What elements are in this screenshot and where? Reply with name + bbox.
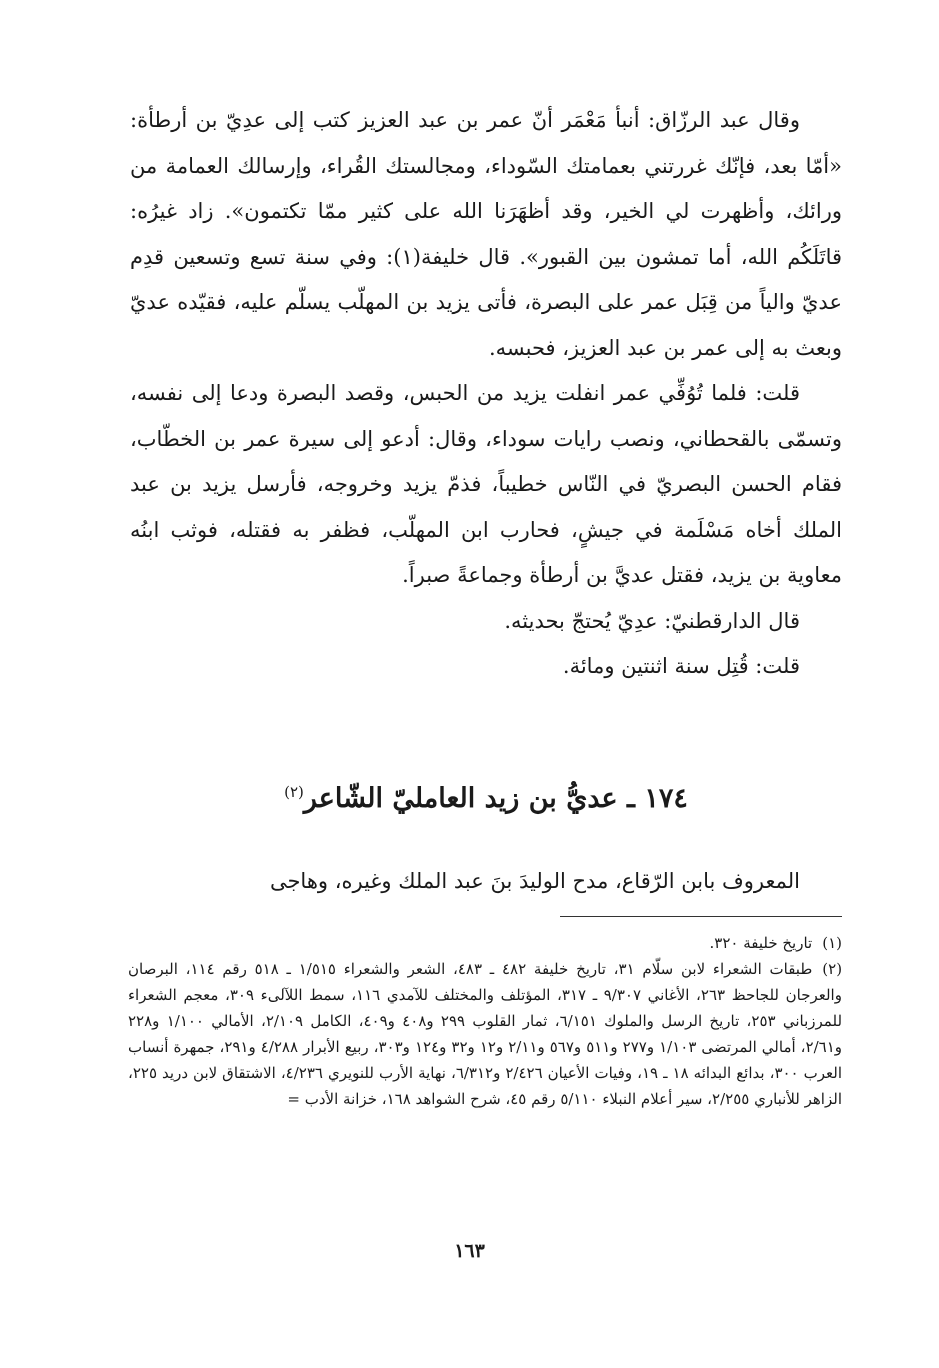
paragraph-death-year: قلت: قُتِل سنة اثنتين ومائة.: [562, 654, 800, 678]
page-number: ١٦٣: [454, 1240, 485, 1262]
entry-footnote-ref: (٢): [284, 783, 304, 801]
entry-title: عديُّ بن زيد العامليّ الشّاعر: [303, 783, 618, 814]
footnote-text: طبقات الشعراء لابن سلّام ٣١، تاريخ خليفة ٤٨٢ ـ ٤٨٣، الشعر والشعراء ١/٥١٥ ـ ٥١٨ رقم ١١٤، البرصان والعرجان للجاحظ ٢٦٣، الأغاني ٩/٣٠٧ ـ ٣١٧، المؤتلف والمختلف للآمدي ١١٦، سمط اللآلىء ٣٠٩، معجم الشعراء للمرزباني ٢٥٣، تاريخ الرسل والملوك ٦/١٥١، ثمار القلوب ٢٩٩ و٤٠٨ و٤٠٩، الكامل ٢/١٠٩، الأمالي ١/١٠٠ و٢٢٨ و٢/٦١، أمالي المرتضى ١/١٠٣ و٢٧٧ و٥١١ و٥٦٧ و٢/١١ و١٢ و٣٢ و١٢٤ و٣٠٣، ربيع الأبرار ٤/٢٨٨ و٢٩١، جمهرة أنساب العرب ٣٠٠، بدائع البدائه ١٨ ـ ١٩، وفيات الأعيان ٢/٤٢٦ و٦/٣١٢، نهاية الأرب للنويري ٤/٢٣٦، الاشتقاق لابن دريد ٢٢٥، الزاهر للأنباري ٢/٢٥٥، سير أعلام النبلاء ٥/١١٠ رقم ٤٥، شرح الشواهد ١٦٨، خزانة الأدب =: [128, 960, 843, 1108]
footnote-number: (١): [822, 934, 842, 952]
paragraph-daraqutni: قال الدارقطنيّ: عدِيّ يُحتجّ بحديثه.: [504, 608, 800, 633]
footnote-item: [128, 956, 842, 1112]
footnote-number: (٢): [822, 960, 843, 978]
footnote-text: تاريخ خليفة ٣٢٠.: [709, 934, 813, 952]
paragraph-yazid-revolt: قلت: فلما تُوُفِّي عمر انفلت يزيد من الحبس، وقصد البصرة ودعا إلى نفسه، وتسمّى بالقحطاني، ونصب رايات سوداء، وقال: أدعو إلى سيرة عمر بن الخطّاب، فقام الحسن البصريّ في النّاس خطيباً، فذمّ يزيد وخروجه، فأرسل يزيد بن عبد الملك أخاه مَسْلَمة في جيشٍ، فحارب ابن المهلّب، فظفر به فقتله، فوثب ابنُه معاوية بن يزيد، فقتل عديَّ بن أرطأة وجماعةً صبراً.: [130, 381, 842, 587]
entry-heading: [130, 772, 842, 819]
footnote-item: [128, 930, 842, 956]
paragraph-abd-al-razzaq: وقال عبد الرزّاق: أنبأ مَعْمَر أنّ عمر بن عبد العزيز كتب إلى عدِيّ بن أرطأة: «أمّا بعد، فإنّك غررتني بعمامتك السّوداء، ومجالستك القُراء، وإرسالك العمامة من ورائك، وأظهرت لي الخير، وقد أظهَرَنا الله على كثير ممّا تكتمون». زاد غيرُه: قاتَلَكُم الله، أما تمشون بين القبور». قال خليفة(١): وفي سنة تسع وتسعين قدِم عديّ والياً من قِبَل عمر على البصرة، فأتى يزيد بن المهلّب يسلّم عليه، فقيّده عديّ وبعث به إلى عمر بن عبد العزيز، فحبسه.: [130, 108, 843, 360]
entry-separator: ـ: [627, 783, 635, 814]
entry-intro: المعروف بابن الرّقاع، مدح الوليدَ بنَ عبد الملك وغيره، وهاجى: [269, 869, 800, 893]
main-text: [130, 98, 842, 690]
footnote-divider: [560, 916, 842, 917]
entry-number: ١٧٤: [644, 783, 688, 814]
footnotes: [128, 930, 842, 1112]
